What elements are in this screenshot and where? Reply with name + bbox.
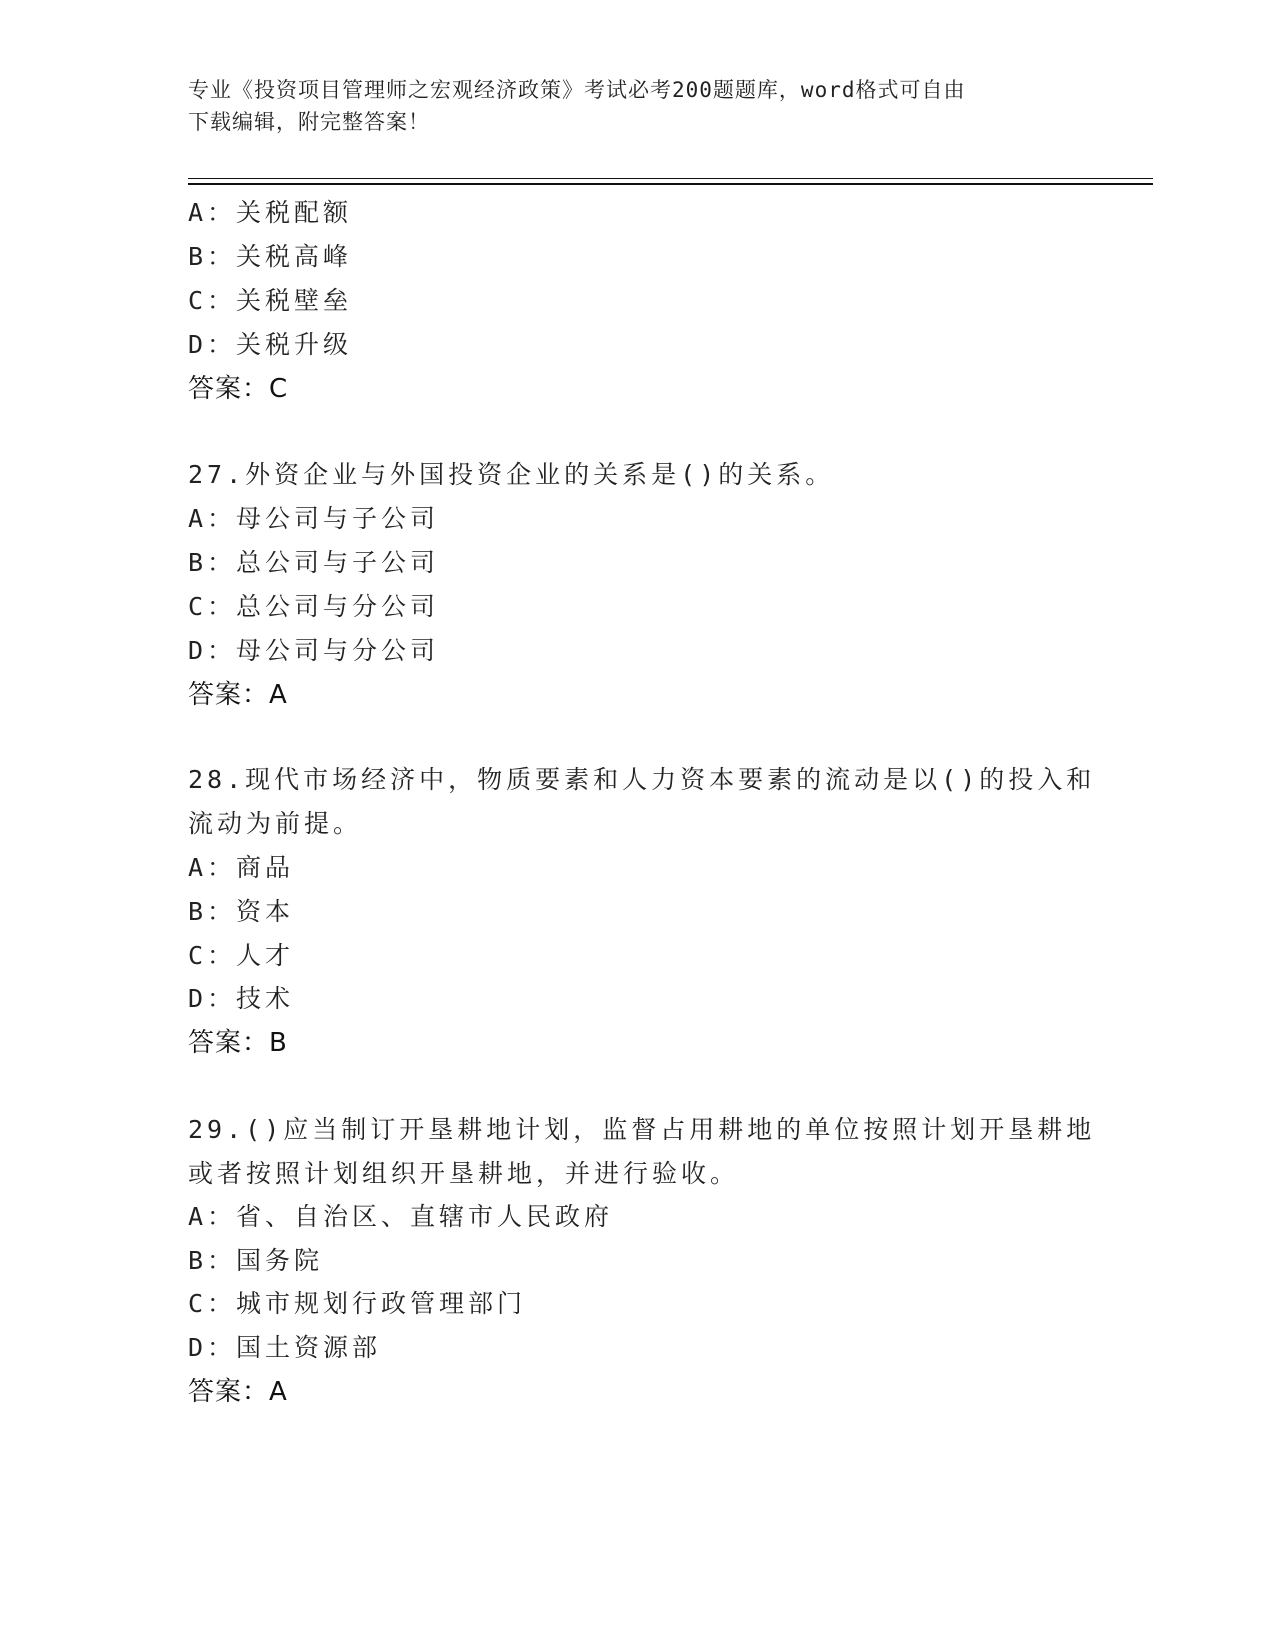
q29-stem-line-1: 29.()应当制订开垦耕地计划，监督占用耕地的单位按照计划开垦耕地 (188, 1115, 1096, 1144)
q26-option-a: A：关税配额 (188, 198, 353, 227)
q27-stem: 27.外资企业与外国投资企业的关系是()的关系。 (188, 460, 835, 489)
q27-option-d: D：母公司与分公司 (188, 636, 440, 665)
q27-option-c: C：总公司与分公司 (188, 592, 440, 621)
header-divider-thick (188, 183, 1153, 185)
header-divider-thin (188, 178, 1153, 179)
q27-option-a: A：母公司与子公司 (188, 504, 440, 533)
q29-option-c: C：城市规划行政管理部门 (188, 1289, 527, 1318)
q29-option-d: D：国土资源部 (188, 1333, 382, 1362)
q29-option-a: A：省、自治区、直辖市人民政府 (188, 1202, 614, 1231)
q28-option-c: C：人才 (188, 941, 295, 970)
q28-option-d: D：技术 (188, 984, 295, 1013)
q28-stem-line-1: 28.现代市场经济中，物质要素和人力资本要素的流动是以()的投入和 (188, 765, 1096, 794)
header-line-1: 专业《投资项目管理师之宏观经济政策》考试必考200题题库，word格式可自由 (188, 78, 966, 102)
document-header (188, 74, 1068, 138)
q29-stem-line-2: 或者按照计划组织开垦耕地，并进行验收。 (188, 1159, 740, 1188)
q28-option-a: A：商品 (188, 853, 295, 882)
q27-option-b: B：总公司与子公司 (188, 548, 440, 577)
q26-answer: 答案：C (188, 374, 289, 404)
q29-answer: 答案：A (188, 1377, 288, 1407)
q28-option-b: B：资本 (188, 897, 295, 926)
q28-stem-line-2: 流动为前提。 (188, 809, 363, 838)
q28-answer: 答案：B (188, 1028, 288, 1058)
header-line-2: 下载编辑，附完整答案！ (188, 110, 430, 134)
q26-option-c: C：关税壁垒 (188, 286, 353, 315)
q26-option-b: B：关税高峰 (188, 242, 353, 271)
q27-answer: 答案：A (188, 680, 288, 710)
q29-option-b: B：国务院 (188, 1246, 324, 1275)
q26-option-d: D：关税升级 (188, 330, 353, 359)
